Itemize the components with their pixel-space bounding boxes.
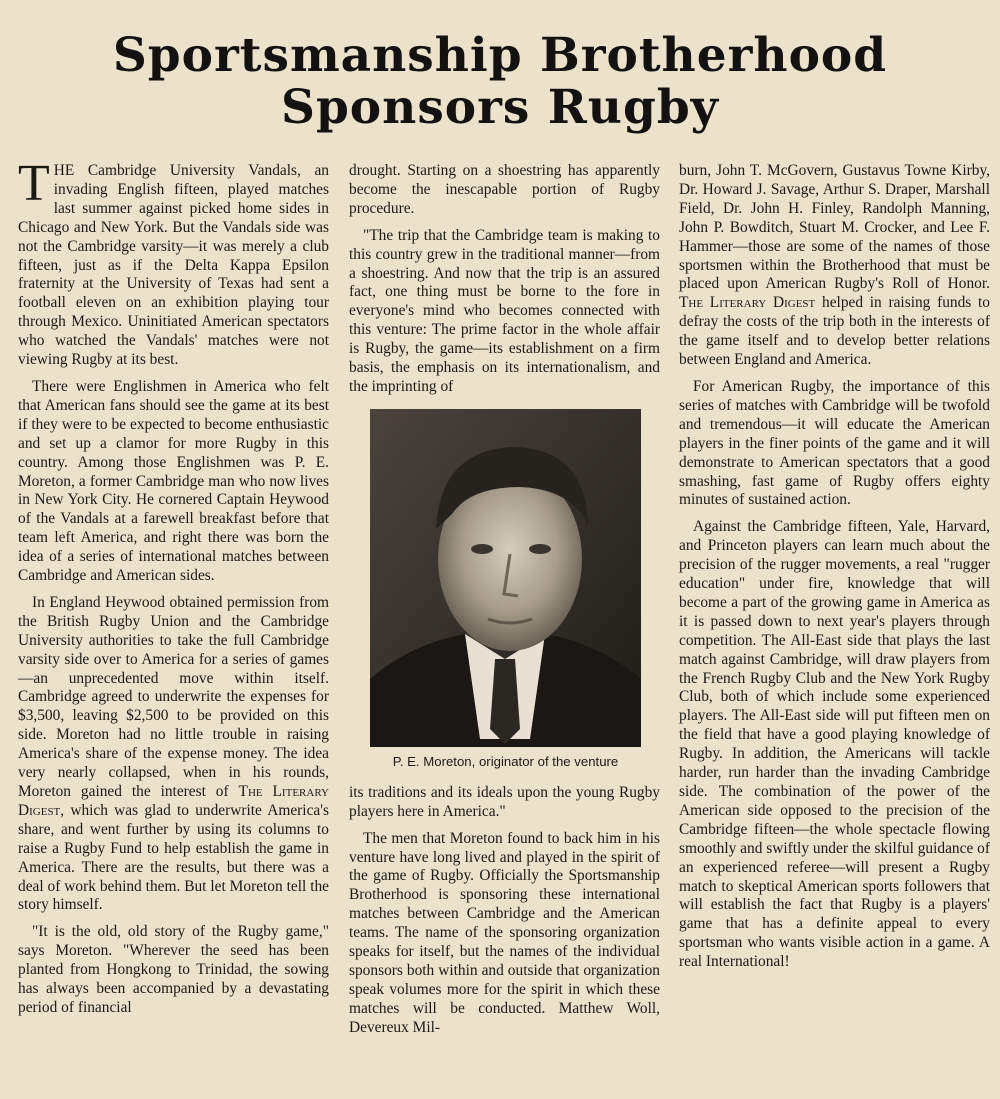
portrait-illustration bbox=[370, 409, 641, 747]
paragraph: "The trip that the Cambridge team is making to this country grew in the traditional manner—from a shoestring. And now that the trip is an assured fact, one thing must be borne to the fore in everyone's mind who becomes connected with this venture: The prime factor in the whole affair is Rugby, the game—its establishment on a firm basis, the emphasis on its internationalism, and the imprinting of bbox=[349, 226, 660, 395]
column-2 bbox=[349, 162, 660, 1046]
publication-name: The Literary Digest bbox=[18, 783, 329, 819]
portrait-photo bbox=[370, 409, 641, 747]
paragraph: drought. Starting on a shoestring has apparently become the inescapable portion of Rugby procedure. bbox=[349, 162, 660, 217]
paragraph-text: In England Heywood obtained permission from the British Rugby Union and the Cambridge University authorities to take the full Cambridge varsity side over to America for a series of games—an unprecedented move within itself. Cambridge agreed to underwrite the expenses for $3,500, leaving $2,500 to be provided on this side. Moreton had no little trouble in raising America's share of the expense money. The idea very nearly collapsed, when in his rounds, Moreton gained the interest of bbox=[18, 593, 329, 800]
paragraph: For American Rugby, the importance of this series of matches with Cambridge will be twofold and tremendous—it will educate the American players in the finer points of the game and it will demonstrate to American spectators that a good smashing, fast game of Rugby offers eighty minutes of sustained action. bbox=[679, 377, 990, 509]
paragraph: Against the Cambridge fifteen, Yale, Harvard, and Princeton players can learn much about the precision of the rugger movements, a real "rugger education" under fire, knowledge that will become a part of the growing game in America as it is passed down to next year's players through competition. The All-East side that plays the last match against Cambridge, will draw players from the French Rugby Club and the New York Rugby Club, both of which include some experienced players. The All-East side will put fifteen men on the field that have a good playing knowledge of Rugby. In addition, the Americans will tackle harder, run harder than the invading Cambridge side. The combination of the power of the American side opposed to the precision of the Cambridge fifteen—the whole spectacle flowing smoothly and swiftly under the skilful guidance of an experienced referee—will present a Rugby match to skeptical American sports followers that will establish the fact that Rugby is a players' game that has a definite appeal to every sportsman who wants visible action in a game. A real International! bbox=[679, 518, 990, 971]
column-3 bbox=[679, 162, 990, 980]
paragraph: There were Englishmen in America who felt that American fans should see the game at its best if they were to be expected to become enthusiastic and set up a clamor for more Rugby in this country. Among those Englishmen was P. E. Moreton, a former Cambridge man who now lives in New York City. He cornered Captain Heywood of the Vandals at a farewell breakfast before that team left America, and right there was born the idea of a series of international matches between Cambridge and American sides. bbox=[18, 377, 329, 585]
paragraph: its traditions and its ideals upon the young Rugby players here in America." bbox=[349, 783, 660, 820]
portrait-caption: P. E. Moreton, originator of the venture bbox=[392, 753, 619, 769]
paragraph: The men that Moreton found to back him in his venture have long lived and played in the spirit of the game of Rugby. Officially the Sportsmanship Brotherhood is sponsoring these international matches between Cambridge and the American teams. The name of the sponsoring organization speaks for itself, but the names of the individual sponsors both within and outside that organization speak volumes more for the spirit in which these matches will be conducted. Matthew Woll, Devereux Mil- bbox=[349, 829, 660, 1036]
paragraph bbox=[679, 162, 990, 370]
paragraph-text: , which was glad to underwrite America's share, and went further by using its columns to raise a Rugby Fund to help establish the game in America. There are the results, but there was a deal of work behind them. But let Moreton tell the story himself. bbox=[18, 801, 329, 914]
paragraph bbox=[18, 594, 329, 915]
headline-line-1: Sportsmanship Brotherhood bbox=[112, 28, 888, 83]
publication-name: The Literary Digest bbox=[679, 294, 816, 312]
portrait-figure bbox=[370, 409, 641, 772]
headline bbox=[0, 30, 1000, 134]
paragraph: "It is the old, old story of the Rugby game," says Moreton. "Wherever the seed has been planted from Hongkong to Trinidad, the sowing has always been accompanied by a devastating period of financial bbox=[18, 923, 329, 1016]
column-1 bbox=[18, 155, 329, 1026]
paragraph-text: burn, John T. McGovern, Gustavus Towne Kirby, Dr. Howard J. Savage, Arthur S. Draper, Marshall Field, Dr. John H. Finley, Randolph Manning, John P. Bowditch, Stuart M. Crocker, and Lee F. Hammer—those are some of the names of those sportsmen within the Brotherhood that must be placed upon American Rugby's Roll of Honor. bbox=[679, 162, 990, 293]
paragraph bbox=[18, 155, 329, 370]
paragraph-text: HE Cambridge University Vandals, an invading English fifteen, played matches last summer against picked home sides in Chicago and New York. But the Vandals side was not the Cambridge varsity—it was merely a club fifteen, just as if the Delta Kappa Epsilon fraternity at the University of Texas had sent a football eleven on an exhibition playing tour through Mexico. Uninitiated American spectators who watched the Vandals' matches were not viewing Rugby at its best. bbox=[18, 162, 329, 369]
drop-cap: T bbox=[18, 155, 50, 212]
paragraph-text: helped in raising funds to defray the costs of the trip both in the interests of the game itself and to develop better relations between England and America. bbox=[679, 294, 991, 369]
headline-line-2: Sponsors Rugby bbox=[281, 80, 719, 135]
